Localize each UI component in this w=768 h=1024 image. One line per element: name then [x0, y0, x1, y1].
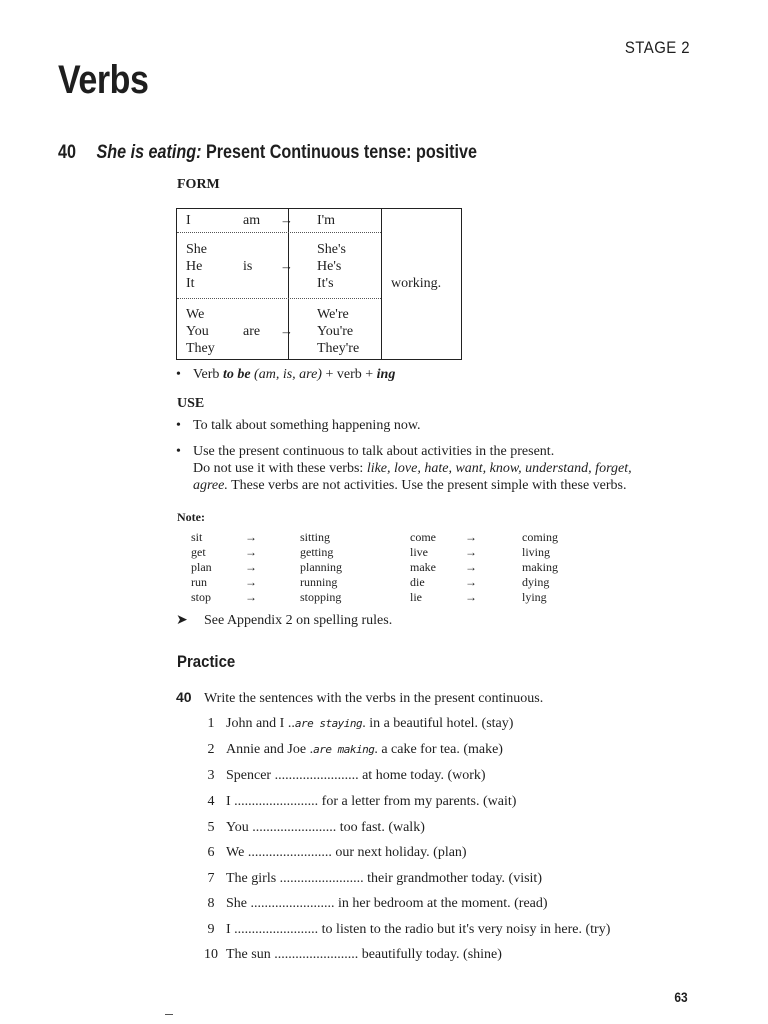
use-bullet: • To talk about something happening now.	[176, 418, 421, 433]
exercise-instruction: 40 Write the sentences with the verbs in the present continuous.	[176, 689, 544, 706]
table-row-divider	[177, 232, 381, 233]
answer-text: are staying	[294, 717, 363, 730]
table-divider	[381, 209, 382, 359]
use-bullet: • Use the present continuous to talk about activities in the present. Do not use it with these verbs: like, love, hate, want, know, understand, forget, agree. These verbs are not activities. Use the present simple with these verbs.	[176, 444, 632, 493]
bullet-icon: •	[176, 418, 181, 433]
note-base: sit	[191, 530, 203, 544]
exercise-number: 40	[176, 689, 192, 705]
arrow-icon: →	[245, 575, 257, 589]
form-table	[176, 208, 462, 360]
answer-blank[interactable]: ........................	[274, 947, 359, 962]
note-base: come	[410, 530, 436, 544]
arrow-icon: →	[465, 530, 477, 544]
exercise-item: 10 The sun ........................ beautifully today. (shine)	[204, 947, 502, 962]
contraction-cell: They're	[317, 341, 360, 356]
answer-blank[interactable]: ........................	[279, 871, 364, 886]
subject-cell: It	[186, 276, 195, 291]
answer-blank[interactable]: ........................	[274, 768, 359, 783]
exercise-item: 4 I ........................ for a letter from my parents. (wait)	[207, 794, 517, 809]
arrow-icon: →	[245, 590, 257, 604]
note-ing: coming	[522, 530, 558, 544]
bullet-icon: •	[176, 444, 181, 459]
note-base: run	[191, 575, 207, 589]
bullet-icon: •	[176, 367, 181, 382]
note-base: make	[410, 560, 436, 574]
arrow-icon: →	[245, 545, 257, 559]
note-arrow-list	[465, 530, 477, 605]
exercise-item: 6 We ........................ our next holiday. (plan)	[207, 845, 467, 860]
note-label: Note:	[177, 510, 205, 524]
note-ing: running	[300, 575, 338, 589]
arrow-icon: →	[280, 323, 293, 338]
participle-cell: working.	[391, 276, 442, 291]
verb-cell: are	[243, 324, 261, 339]
note-ing: sitting	[300, 530, 331, 544]
note-ing-list	[300, 530, 342, 605]
answer-blank[interactable]: ........................	[234, 922, 319, 937]
use-label: USE	[177, 396, 205, 411]
note-ing: getting	[300, 545, 334, 559]
note-base: die	[410, 575, 425, 589]
note-ing: dying	[522, 575, 550, 589]
note-base-list	[191, 530, 212, 605]
exercise-item: 2 Annie and Joe .are making. a cake for tea. (make)	[207, 742, 503, 757]
contraction-cell: He's	[317, 259, 342, 274]
practice-heading: Practice	[177, 652, 236, 671]
note-base: stop	[191, 590, 212, 604]
stage-label: STAGE 2	[624, 38, 690, 57]
chapter-title: Verbs	[58, 58, 149, 102]
answer-blank[interactable]: ........................	[234, 794, 319, 809]
note-base: plan	[191, 560, 212, 574]
page-number: 63	[674, 989, 688, 1005]
note-ing-list	[522, 530, 558, 605]
arrow-icon: →	[465, 545, 477, 559]
note-base-list	[410, 530, 436, 605]
contraction-cell: She's	[317, 242, 346, 257]
arrow-icon: →	[280, 258, 293, 273]
form-label: FORM	[177, 177, 220, 192]
subject-cell: He	[186, 259, 203, 274]
note-ing: making	[522, 560, 558, 574]
footer-mark	[165, 1014, 173, 1015]
answer-blank[interactable]: ........................	[252, 820, 337, 835]
unit-number: 40	[58, 142, 76, 163]
arrow-icon: →	[245, 530, 257, 544]
note-ing: living	[522, 545, 551, 559]
contraction-cell: It's	[317, 276, 334, 291]
note-base: live	[410, 545, 428, 559]
answer-blank[interactable]: ........................	[247, 845, 332, 860]
answer-blank[interactable]: ........................	[250, 896, 335, 911]
subject-cell: We	[186, 307, 205, 322]
exercise-item: 8 She ........................ in her bedroom at the moment. (read)	[207, 896, 548, 911]
subject-cell: She	[186, 242, 207, 257]
note-base: lie	[410, 590, 422, 604]
table-row-divider	[177, 298, 381, 299]
contraction-cell: We're	[317, 307, 349, 322]
answer-text: are making	[313, 743, 375, 756]
verb-cell: is	[243, 259, 253, 274]
subject-cell: They	[186, 341, 215, 356]
form-rule: • Verb to be (am, is, are) + verb + ing	[176, 367, 396, 382]
arrow-icon: →	[465, 560, 477, 574]
arrow-icon: →	[280, 212, 293, 227]
note-ing: planning	[300, 560, 342, 574]
exercise-item: 1 John and I ..are staying. in a beautiful hotel. (stay)	[207, 716, 514, 731]
subject-cell: I	[186, 213, 191, 228]
subject-cell: You	[186, 324, 209, 339]
contraction-cell: You're	[317, 324, 354, 339]
unit-heading	[58, 142, 477, 164]
appendix-reference: ➤ See Appendix 2 on spelling rules.	[176, 613, 393, 628]
contraction-cell: I'm	[317, 213, 336, 228]
pointer-arrow-icon: ➤	[176, 613, 188, 628]
unit-title: Present Continuous tense: positive	[205, 142, 477, 163]
exercise-item: 9 I ........................ to listen to the radio but it's very noisy in here. (try)	[207, 922, 611, 937]
exercise-item: 7 The girls ........................ their grandmother today. (visit)	[207, 871, 542, 886]
note-ing: stopping	[300, 590, 342, 604]
verb-cell: am	[243, 213, 261, 228]
note-ing: lying	[522, 590, 547, 604]
arrow-icon: →	[245, 560, 257, 574]
note-base: get	[191, 545, 206, 559]
exercise-item: 3 Spencer ........................ at home today. (work)	[207, 768, 486, 783]
exercise-item: 5 You ........................ too fast. (walk)	[207, 820, 425, 835]
unit-title-italic: She is eating:	[96, 142, 202, 163]
arrow-icon: →	[465, 590, 477, 604]
arrow-icon: →	[465, 575, 477, 589]
note-arrow-list	[245, 530, 257, 605]
